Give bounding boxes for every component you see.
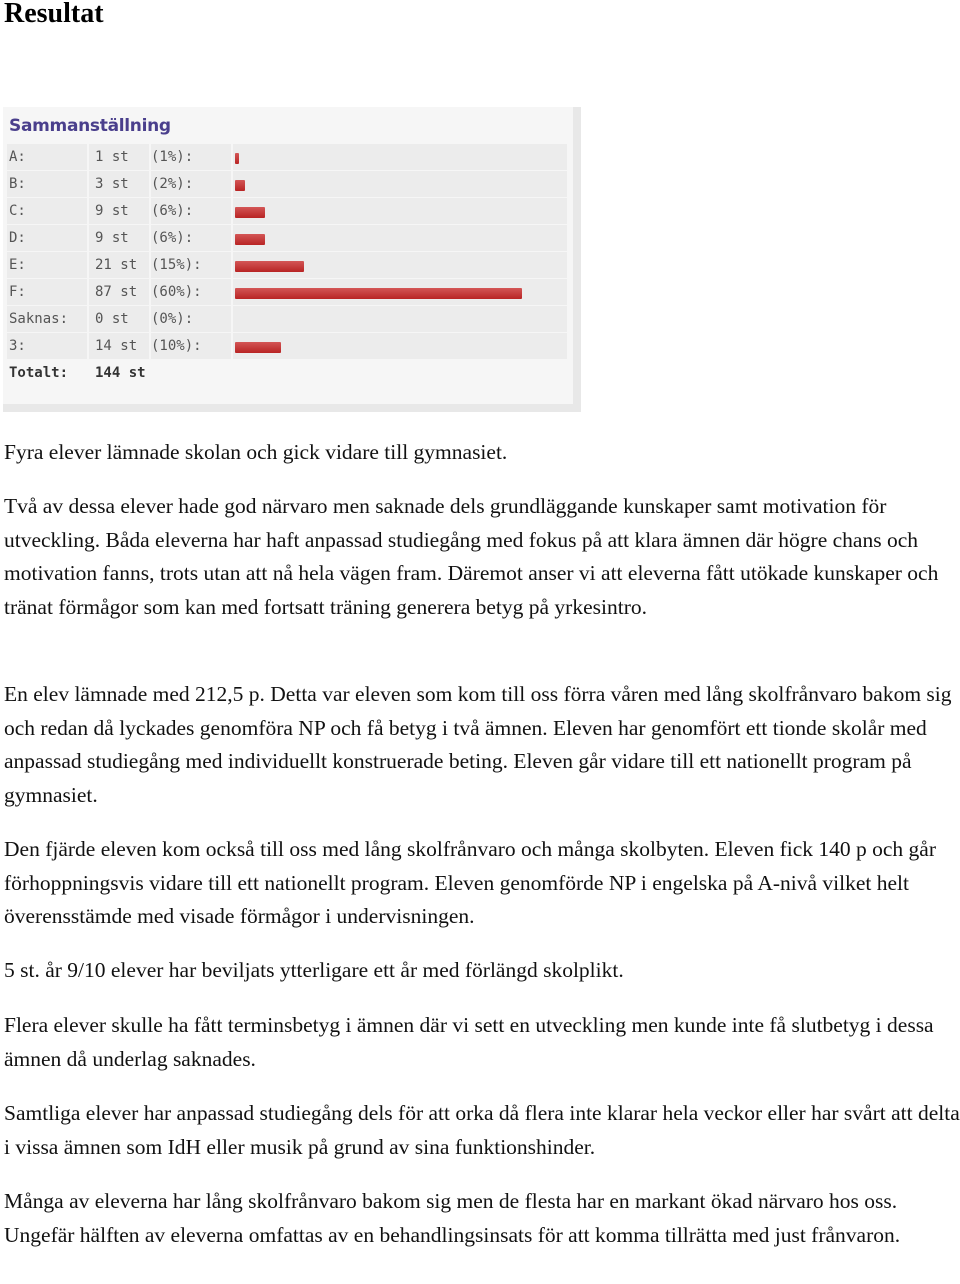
summary-chart bbox=[3, 107, 581, 412]
bar bbox=[235, 342, 281, 353]
bar-cell bbox=[233, 333, 567, 359]
grade-label: E: bbox=[7, 252, 87, 278]
paragraph-6: Flera elever skulle ha fått terminsbetyg i ämnen där vi sett en utveckling men kunde inte få slutbetyg i dessa ämnen då underlag saknades. bbox=[4, 1013, 934, 1071]
bar-cell bbox=[233, 279, 567, 305]
grade-percent: (6%): bbox=[151, 198, 231, 224]
total-row bbox=[7, 360, 567, 386]
grade-label: B: bbox=[7, 171, 87, 197]
bar bbox=[235, 261, 304, 272]
grade-label: A: bbox=[7, 144, 87, 170]
page-title: Resultat bbox=[4, 0, 104, 29]
summary-row bbox=[7, 198, 567, 224]
grade-count: 3 st bbox=[89, 171, 149, 197]
grade-count: 87 st bbox=[89, 279, 149, 305]
bar-cell bbox=[233, 144, 567, 170]
bar-cell bbox=[233, 171, 567, 197]
grade-count: 21 st bbox=[89, 252, 149, 278]
summary-row bbox=[7, 252, 567, 278]
bar bbox=[235, 234, 265, 245]
paragraph-2: Två av dessa elever hade god närvaro men saknade dels grundläggande kunskaper samt motivation för utveckling. Båda eleverna har haft anpassad studiegång med fokus på att klara ämnen där högre chans och motivation fanns, trots utan att nå hela vägen fram. Däremot anser vi att eleverna fått utökade kunskaper och tränat förmågor som kan med fortsatt träning generera betyg på yrkesintro. bbox=[4, 494, 939, 619]
paragraph-8: Många av eleverna har lång skolfrånvaro bakom sig men de flesta har en markant ökad närvaro hos oss. Ungefär hälften av eleverna omfattas av en behandlingsinsats för att komma tillrätta med just frånvaron. bbox=[4, 1189, 901, 1247]
paragraph-3: En elev lämnade med 212,5 p. Detta var eleven som kom till oss förra våren med lång skolfrånvaro bakom sig och redan då lyckades genomföra NP och få betyg i två ämnen. Eleven har genomfört ett tionde skolår med anpassad studiegång med individuellt konstruerade beting. Eleven går vidare till ett nationellt program på gymnasiet. bbox=[4, 682, 952, 807]
summary-row bbox=[7, 279, 567, 305]
grade-percent: (0%): bbox=[151, 306, 231, 332]
total-value: 144 st bbox=[95, 365, 146, 381]
grade-label: F: bbox=[7, 279, 87, 305]
bar-cell bbox=[233, 252, 567, 278]
bar bbox=[235, 153, 239, 164]
bar bbox=[235, 288, 522, 299]
grade-percent: (1%): bbox=[151, 144, 231, 170]
grade-label: D: bbox=[7, 225, 87, 251]
grade-count: 1 st bbox=[89, 144, 149, 170]
grade-count: 9 st bbox=[89, 225, 149, 251]
grade-label: Saknas: bbox=[7, 306, 87, 332]
bar bbox=[235, 180, 245, 191]
summary-row bbox=[7, 225, 567, 251]
grade-percent: (6%): bbox=[151, 225, 231, 251]
paragraph-4: Den fjärde eleven kom också till oss med lång skolfrånvaro och många skolbyten. Eleven fick 140 p och går förhoppningsvis vidare till ett nationellt program. Eleven genomförde NP i engelska på A-nivå vilket helt överensstämde med visade förmågor i undervisningen. bbox=[4, 837, 936, 929]
total-label: Totalt: bbox=[9, 365, 69, 381]
paragraph-1: Fyra elever lämnade skolan och gick vidare till gymnasiet. bbox=[4, 440, 508, 464]
grade-label: C: bbox=[7, 198, 87, 224]
grade-label: 3: bbox=[7, 333, 87, 359]
summary-row bbox=[7, 171, 567, 197]
grade-percent: (2%): bbox=[151, 171, 231, 197]
grade-percent: (15%): bbox=[151, 252, 231, 278]
bar bbox=[235, 207, 265, 218]
grade-count: 9 st bbox=[89, 198, 149, 224]
summary-row bbox=[7, 333, 567, 359]
summary-row bbox=[7, 144, 567, 170]
grade-count: 14 st bbox=[89, 333, 149, 359]
grade-percent: (60%): bbox=[151, 279, 231, 305]
bar-cell bbox=[233, 198, 567, 224]
grade-count: 0 st bbox=[89, 306, 149, 332]
bar-cell bbox=[233, 306, 567, 332]
bar-cell bbox=[233, 225, 567, 251]
summary-panel bbox=[3, 107, 573, 404]
paragraph-5: 5 st. år 9/10 elever har beviljats ytterligare ett år med förlängd skolplikt. bbox=[4, 958, 624, 982]
chart-title: Sammanställning bbox=[9, 116, 171, 136]
paragraph-7: Samtliga elever har anpassad studiegång dels för att orka då flera inte klarar hela veckor eller har svårt att delta i vissa ämnen som IdH eller musik på grund av sina funktionshinder. bbox=[4, 1101, 960, 1159]
grade-percent: (10%): bbox=[151, 333, 231, 359]
summary-row bbox=[7, 306, 567, 332]
